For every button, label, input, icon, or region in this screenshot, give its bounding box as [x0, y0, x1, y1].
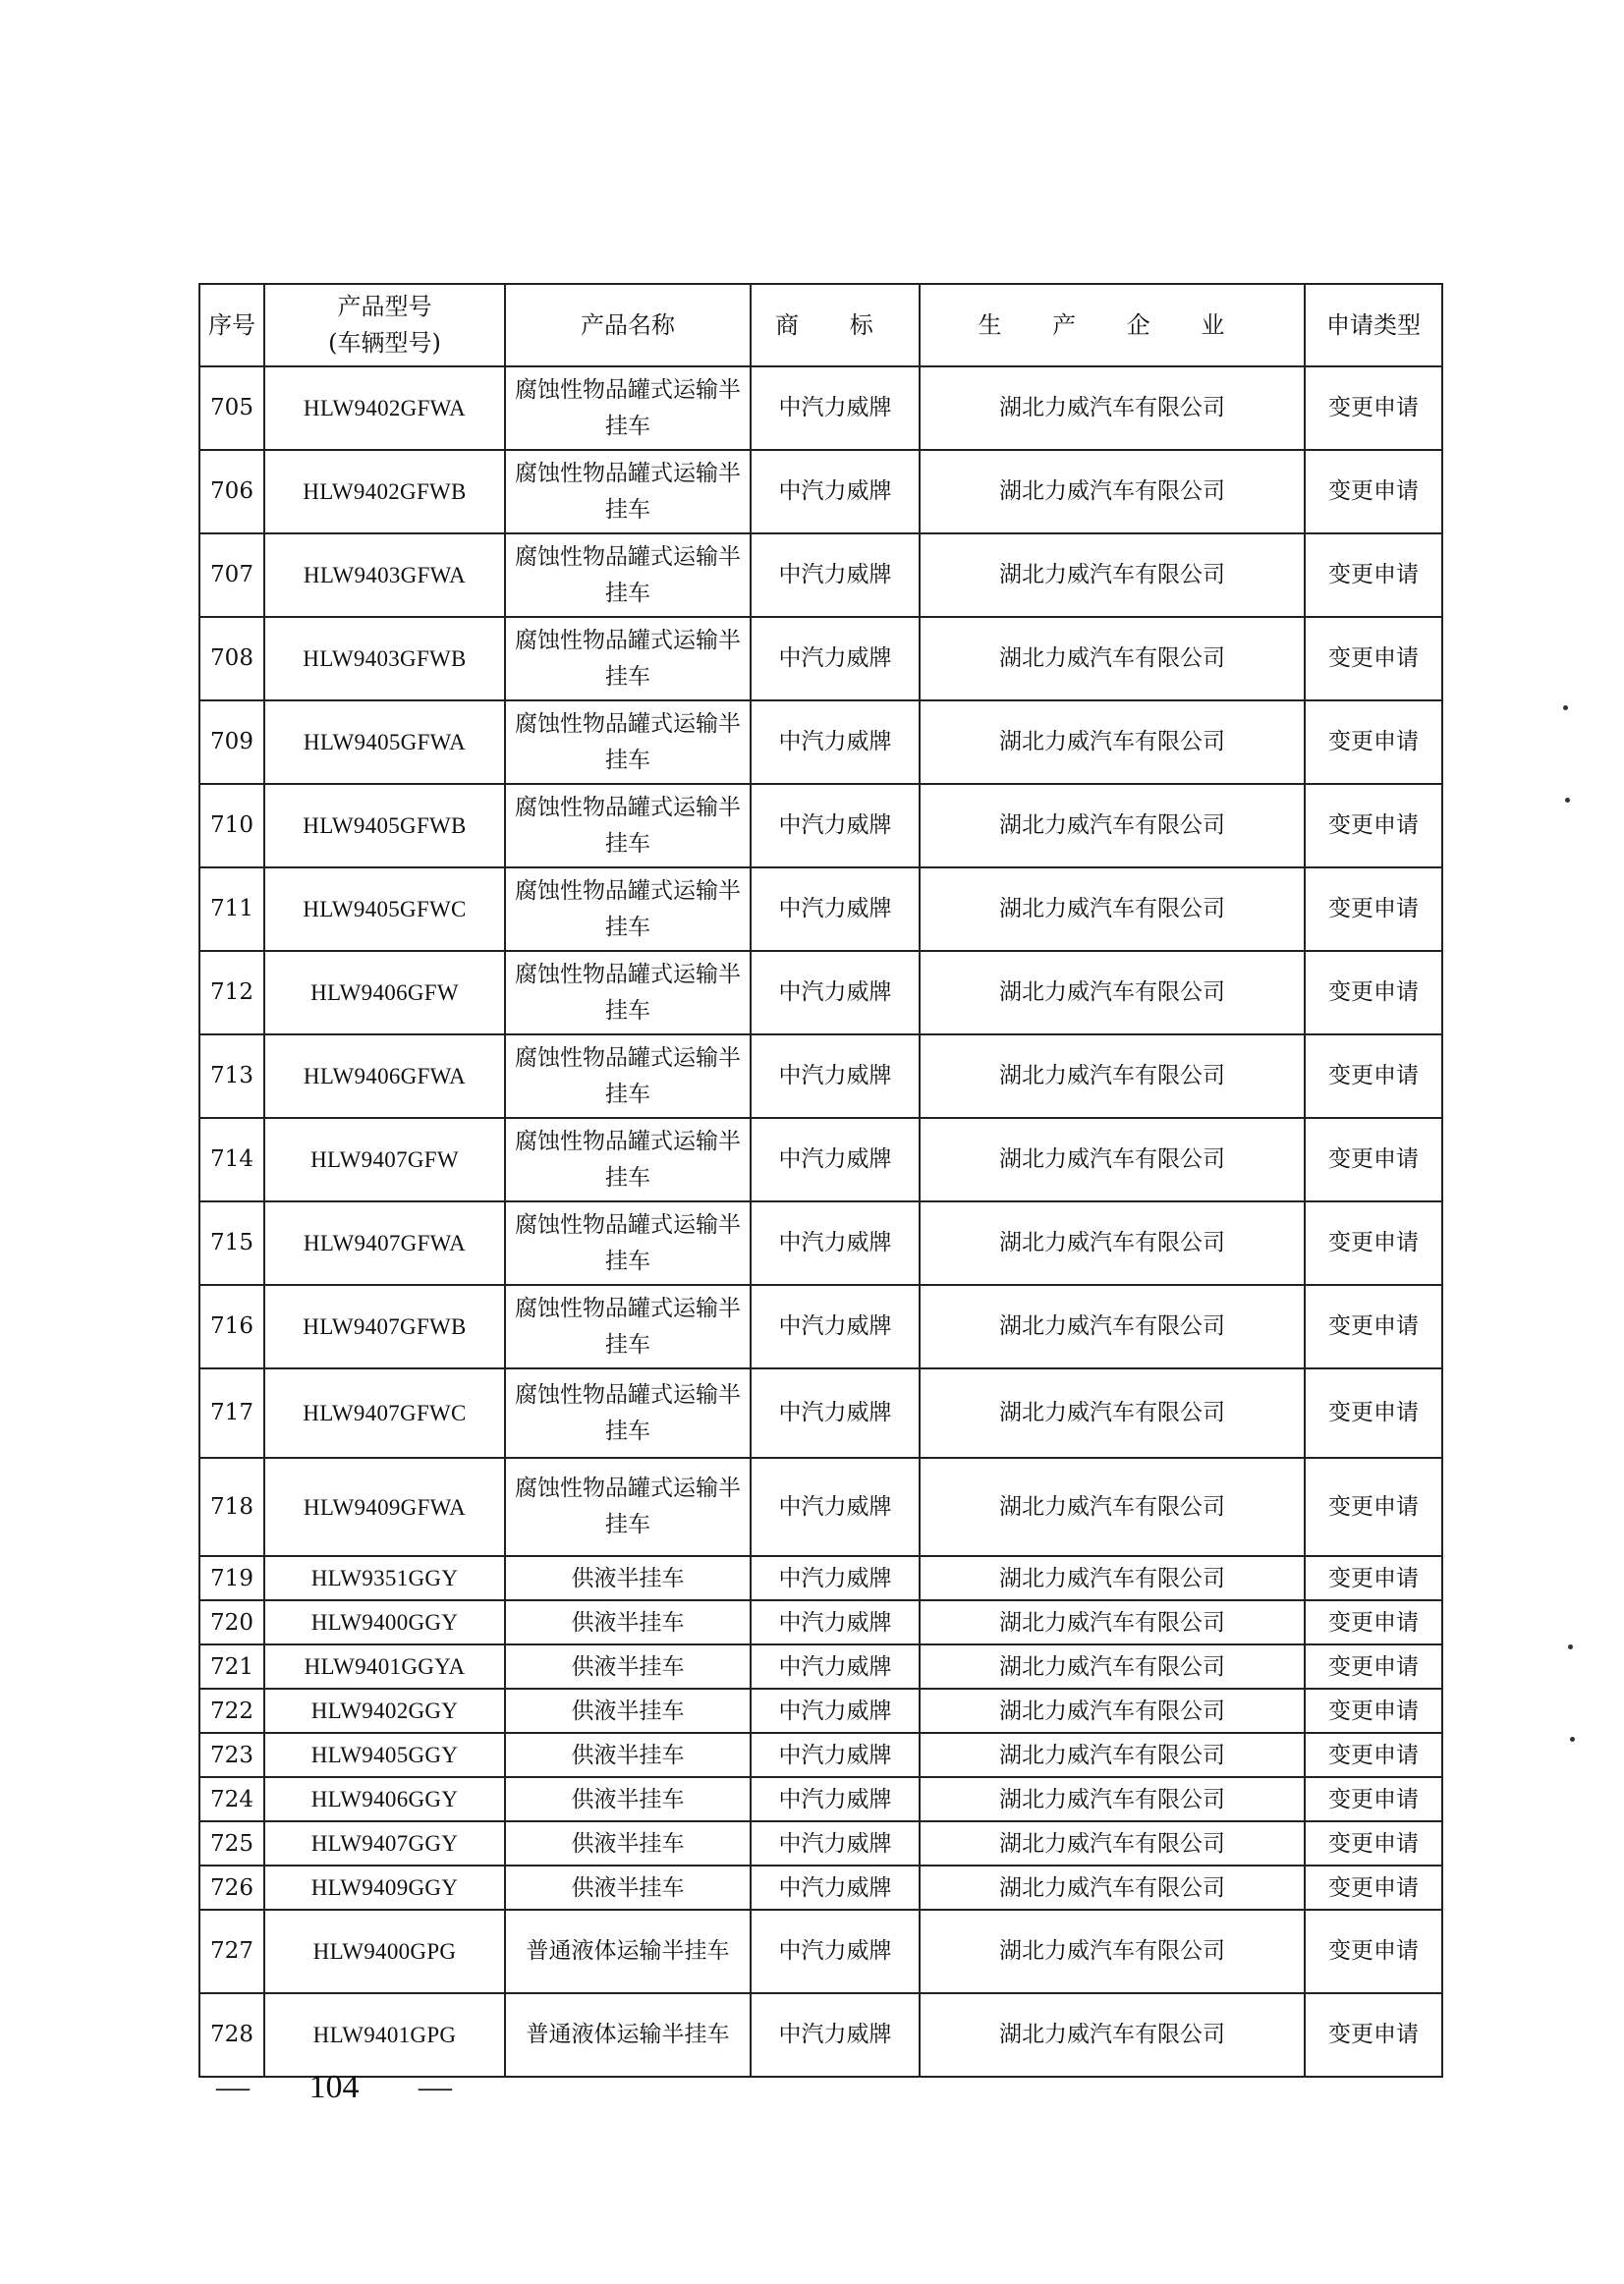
cell-product-name: 供液半挂车	[505, 1821, 751, 1866]
cell-application-type: 变更申请	[1305, 1733, 1442, 1777]
cell-model: HLW9402GGY	[264, 1689, 505, 1733]
cell-seq: 728	[199, 1993, 264, 2077]
cell-manufacturer: 湖北力威汽车有限公司	[920, 1201, 1305, 1285]
cell-product-name: 腐蚀性物品罐式运输半 挂车	[505, 1458, 751, 1556]
table-row	[199, 1644, 1442, 1689]
cell-application-type: 变更申请	[1305, 366, 1442, 450]
cell-seq: 711	[199, 867, 264, 951]
cell-seq: 721	[199, 1644, 264, 1689]
cell-manufacturer: 湖北力威汽车有限公司	[920, 1644, 1305, 1689]
cell-manufacturer: 湖北力威汽车有限公司	[920, 1285, 1305, 1368]
cell-manufacturer: 湖北力威汽车有限公司	[920, 1777, 1305, 1821]
table-row	[199, 784, 1442, 867]
cell-brand: 中汽力威牌	[751, 1733, 920, 1777]
table-row	[199, 700, 1442, 784]
table-row	[199, 366, 1442, 450]
table-row	[199, 1910, 1442, 1993]
cell-model: HLW9407GFWA	[264, 1201, 505, 1285]
table-row	[199, 1285, 1442, 1368]
cell-product-name: 供液半挂车	[505, 1556, 751, 1600]
cell-brand: 中汽力威牌	[751, 1866, 920, 1910]
cell-manufacturer: 湖北力威汽车有限公司	[920, 1458, 1305, 1556]
cell-product-name: 腐蚀性物品罐式运输半 挂车	[505, 533, 751, 617]
table-row	[199, 1821, 1442, 1866]
cell-seq: 727	[199, 1910, 264, 1993]
cell-brand: 中汽力威牌	[751, 1118, 920, 1201]
cell-model: HLW9402GFWB	[264, 450, 505, 533]
cell-product-name: 腐蚀性物品罐式运输半 挂车	[505, 1034, 751, 1118]
scan-speck	[1570, 1737, 1575, 1742]
cell-application-type: 变更申请	[1305, 533, 1442, 617]
cell-application-type: 变更申请	[1305, 1285, 1442, 1368]
cell-seq: 717	[199, 1368, 264, 1458]
cell-application-type: 变更申请	[1305, 1556, 1442, 1600]
cell-model: HLW9400GGY	[264, 1600, 505, 1644]
cell-application-type: 变更申请	[1305, 951, 1442, 1034]
cell-product-name: 供液半挂车	[505, 1866, 751, 1910]
cell-manufacturer: 湖北力威汽车有限公司	[920, 450, 1305, 533]
table-row	[199, 1201, 1442, 1285]
cell-product-name: 腐蚀性物品罐式运输半 挂车	[505, 700, 751, 784]
cell-manufacturer: 湖北力威汽车有限公司	[920, 1600, 1305, 1644]
cell-manufacturer: 湖北力威汽车有限公司	[920, 1368, 1305, 1458]
cell-seq: 713	[199, 1034, 264, 1118]
cell-model: HLW9409GFWA	[264, 1458, 505, 1556]
cell-model: HLW9403GFWA	[264, 533, 505, 617]
header-manufacturer: 生 产 企 业	[920, 284, 1305, 366]
cell-model: HLW9406GFW	[264, 951, 505, 1034]
cell-product-name: 腐蚀性物品罐式运输半 挂车	[505, 1201, 751, 1285]
cell-brand: 中汽力威牌	[751, 1644, 920, 1689]
header-model	[264, 284, 505, 366]
cell-brand: 中汽力威牌	[751, 1034, 920, 1118]
scan-speck	[1563, 705, 1568, 710]
cell-seq: 723	[199, 1733, 264, 1777]
cell-application-type: 变更申请	[1305, 700, 1442, 784]
cell-manufacturer: 湖北力威汽车有限公司	[920, 1556, 1305, 1600]
cell-seq: 707	[199, 533, 264, 617]
cell-product-name: 供液半挂车	[505, 1644, 751, 1689]
cell-model: HLW9407GGY	[264, 1821, 505, 1866]
cell-brand: 中汽力威牌	[751, 617, 920, 700]
cell-product-name: 供液半挂车	[505, 1777, 751, 1821]
cell-product-name: 腐蚀性物品罐式运输半 挂车	[505, 951, 751, 1034]
header-brand: 商 标	[751, 284, 920, 366]
cell-application-type: 变更申请	[1305, 1821, 1442, 1866]
scan-speck	[1568, 1644, 1573, 1649]
cell-model: HLW9407GFW	[264, 1118, 505, 1201]
cell-brand: 中汽力威牌	[751, 784, 920, 867]
cell-application-type: 变更申请	[1305, 1689, 1442, 1733]
cell-brand: 中汽力威牌	[751, 1910, 920, 1993]
cell-seq: 720	[199, 1600, 264, 1644]
scan-speck	[1565, 798, 1570, 803]
cell-brand: 中汽力威牌	[751, 1368, 920, 1458]
cell-model: HLW9407GFWC	[264, 1368, 505, 1458]
cell-application-type: 变更申请	[1305, 1118, 1442, 1201]
cell-application-type: 变更申请	[1305, 617, 1442, 700]
cell-application-type: 变更申请	[1305, 1993, 1442, 2077]
cell-product-name: 腐蚀性物品罐式运输半 挂车	[505, 450, 751, 533]
page-footer	[216, 2069, 452, 2106]
header-model-line1: 产品型号	[337, 293, 432, 320]
cell-manufacturer: 湖北力威汽车有限公司	[920, 617, 1305, 700]
cell-model: HLW9405GFWC	[264, 867, 505, 951]
cell-manufacturer: 湖北力威汽车有限公司	[920, 1866, 1305, 1910]
cell-brand: 中汽力威牌	[751, 1556, 920, 1600]
cell-brand: 中汽力威牌	[751, 867, 920, 951]
header-model-line2: (车辆型号)	[328, 329, 441, 357]
header-product-name: 产品名称	[505, 284, 751, 366]
cell-product-name: 普通液体运输半挂车	[505, 1993, 751, 2077]
cell-model: HLW9403GFWB	[264, 617, 505, 700]
cell-product-name: 腐蚀性物品罐式运输半 挂车	[505, 617, 751, 700]
table-row	[199, 1600, 1442, 1644]
cell-product-name: 供液半挂车	[505, 1689, 751, 1733]
table-row	[199, 450, 1442, 533]
cell-application-type: 变更申请	[1305, 1866, 1442, 1910]
cell-seq: 719	[199, 1556, 264, 1600]
cell-application-type: 变更申请	[1305, 1368, 1442, 1458]
cell-model: HLW9406GFWA	[264, 1034, 505, 1118]
cell-brand: 中汽力威牌	[751, 366, 920, 450]
cell-brand: 中汽力威牌	[751, 1600, 920, 1644]
table-row	[199, 1733, 1442, 1777]
cell-seq: 724	[199, 1777, 264, 1821]
cell-model: HLW9409GGY	[264, 1866, 505, 1910]
cell-application-type: 变更申请	[1305, 1458, 1442, 1556]
table-row	[199, 951, 1442, 1034]
cell-brand: 中汽力威牌	[751, 1285, 920, 1368]
cell-brand: 中汽力威牌	[751, 700, 920, 784]
cell-brand: 中汽力威牌	[751, 1458, 920, 1556]
cell-product-name: 腐蚀性物品罐式运输半 挂车	[505, 1368, 751, 1458]
table-row	[199, 1368, 1442, 1458]
cell-seq: 706	[199, 450, 264, 533]
footer-dash-right: —	[419, 2069, 452, 2105]
cell-brand: 中汽力威牌	[751, 1201, 920, 1285]
cell-model: HLW9400GPG	[264, 1910, 505, 1993]
cell-manufacturer: 湖北力威汽车有限公司	[920, 533, 1305, 617]
table-row	[199, 1993, 1442, 2077]
cell-brand: 中汽力威牌	[751, 951, 920, 1034]
cell-application-type: 变更申请	[1305, 1034, 1442, 1118]
cell-seq: 715	[199, 1201, 264, 1285]
cell-manufacturer: 湖北力威汽车有限公司	[920, 1733, 1305, 1777]
cell-seq: 712	[199, 951, 264, 1034]
cell-model: HLW9401GPG	[264, 1993, 505, 2077]
footer-dash-left: —	[216, 2069, 250, 2105]
cell-seq: 718	[199, 1458, 264, 1556]
cell-manufacturer: 湖北力威汽车有限公司	[920, 951, 1305, 1034]
cell-manufacturer: 湖北力威汽车有限公司	[920, 867, 1305, 951]
cell-product-name: 供液半挂车	[505, 1600, 751, 1644]
cell-model: HLW9406GGY	[264, 1777, 505, 1821]
cell-brand: 中汽力威牌	[751, 1993, 920, 2077]
cell-model: HLW9405GFWB	[264, 784, 505, 867]
cell-application-type: 变更申请	[1305, 1644, 1442, 1689]
cell-product-name: 腐蚀性物品罐式运输半 挂车	[505, 1118, 751, 1201]
cell-brand: 中汽力威牌	[751, 450, 920, 533]
header-application-type: 申请类型	[1305, 284, 1442, 366]
cell-manufacturer: 湖北力威汽车有限公司	[920, 1910, 1305, 1993]
cell-seq: 705	[199, 366, 264, 450]
cell-model: HLW9402GFWA	[264, 366, 505, 450]
cell-product-name: 腐蚀性物品罐式运输半 挂车	[505, 1285, 751, 1368]
cell-seq: 716	[199, 1285, 264, 1368]
cell-product-name: 腐蚀性物品罐式运输半 挂车	[505, 867, 751, 951]
cell-product-name: 普通液体运输半挂车	[505, 1910, 751, 1993]
cell-manufacturer: 湖北力威汽车有限公司	[920, 1689, 1305, 1733]
table-row	[199, 1118, 1442, 1201]
cell-product-name: 腐蚀性物品罐式运输半 挂车	[505, 366, 751, 450]
cell-manufacturer: 湖北力威汽车有限公司	[920, 1993, 1305, 2077]
cell-application-type: 变更申请	[1305, 1777, 1442, 1821]
cell-seq: 726	[199, 1866, 264, 1910]
table-row	[199, 533, 1442, 617]
page-number: 104	[308, 2069, 360, 2105]
table-row	[199, 1689, 1442, 1733]
cell-application-type: 变更申请	[1305, 450, 1442, 533]
cell-model: HLW9405GGY	[264, 1733, 505, 1777]
cell-seq: 710	[199, 784, 264, 867]
cell-seq: 708	[199, 617, 264, 700]
table-row	[199, 1777, 1442, 1821]
table-header-row	[199, 284, 1442, 366]
cell-brand: 中汽力威牌	[751, 1821, 920, 1866]
cell-brand: 中汽力威牌	[751, 533, 920, 617]
cell-brand: 中汽力威牌	[751, 1689, 920, 1733]
cell-model: HLW9351GGY	[264, 1556, 505, 1600]
table-row	[199, 1556, 1442, 1600]
cell-application-type: 变更申请	[1305, 1910, 1442, 1993]
cell-manufacturer: 湖北力威汽车有限公司	[920, 1821, 1305, 1866]
table-row	[199, 867, 1442, 951]
table-row	[199, 1034, 1442, 1118]
cell-seq: 714	[199, 1118, 264, 1201]
cell-product-name: 腐蚀性物品罐式运输半 挂车	[505, 784, 751, 867]
cell-model: HLW9405GFWA	[264, 700, 505, 784]
vehicle-product-table	[198, 283, 1443, 2078]
cell-seq: 722	[199, 1689, 264, 1733]
table-row	[199, 1866, 1442, 1910]
header-seq: 序号	[199, 284, 264, 366]
cell-application-type: 变更申请	[1305, 784, 1442, 867]
cell-seq: 709	[199, 700, 264, 784]
table-row	[199, 617, 1442, 700]
cell-product-name: 供液半挂车	[505, 1733, 751, 1777]
cell-seq: 725	[199, 1821, 264, 1866]
table-body	[199, 366, 1442, 2077]
cell-manufacturer: 湖北力威汽车有限公司	[920, 366, 1305, 450]
cell-model: HLW9407GFWB	[264, 1285, 505, 1368]
cell-manufacturer: 湖北力威汽车有限公司	[920, 784, 1305, 867]
cell-application-type: 变更申请	[1305, 1600, 1442, 1644]
cell-application-type: 变更申请	[1305, 867, 1442, 951]
cell-brand: 中汽力威牌	[751, 1777, 920, 1821]
table-row	[199, 1458, 1442, 1556]
cell-model: HLW9401GGYA	[264, 1644, 505, 1689]
cell-application-type: 变更申请	[1305, 1201, 1442, 1285]
cell-manufacturer: 湖北力威汽车有限公司	[920, 1034, 1305, 1118]
cell-manufacturer: 湖北力威汽车有限公司	[920, 1118, 1305, 1201]
cell-manufacturer: 湖北力威汽车有限公司	[920, 700, 1305, 784]
